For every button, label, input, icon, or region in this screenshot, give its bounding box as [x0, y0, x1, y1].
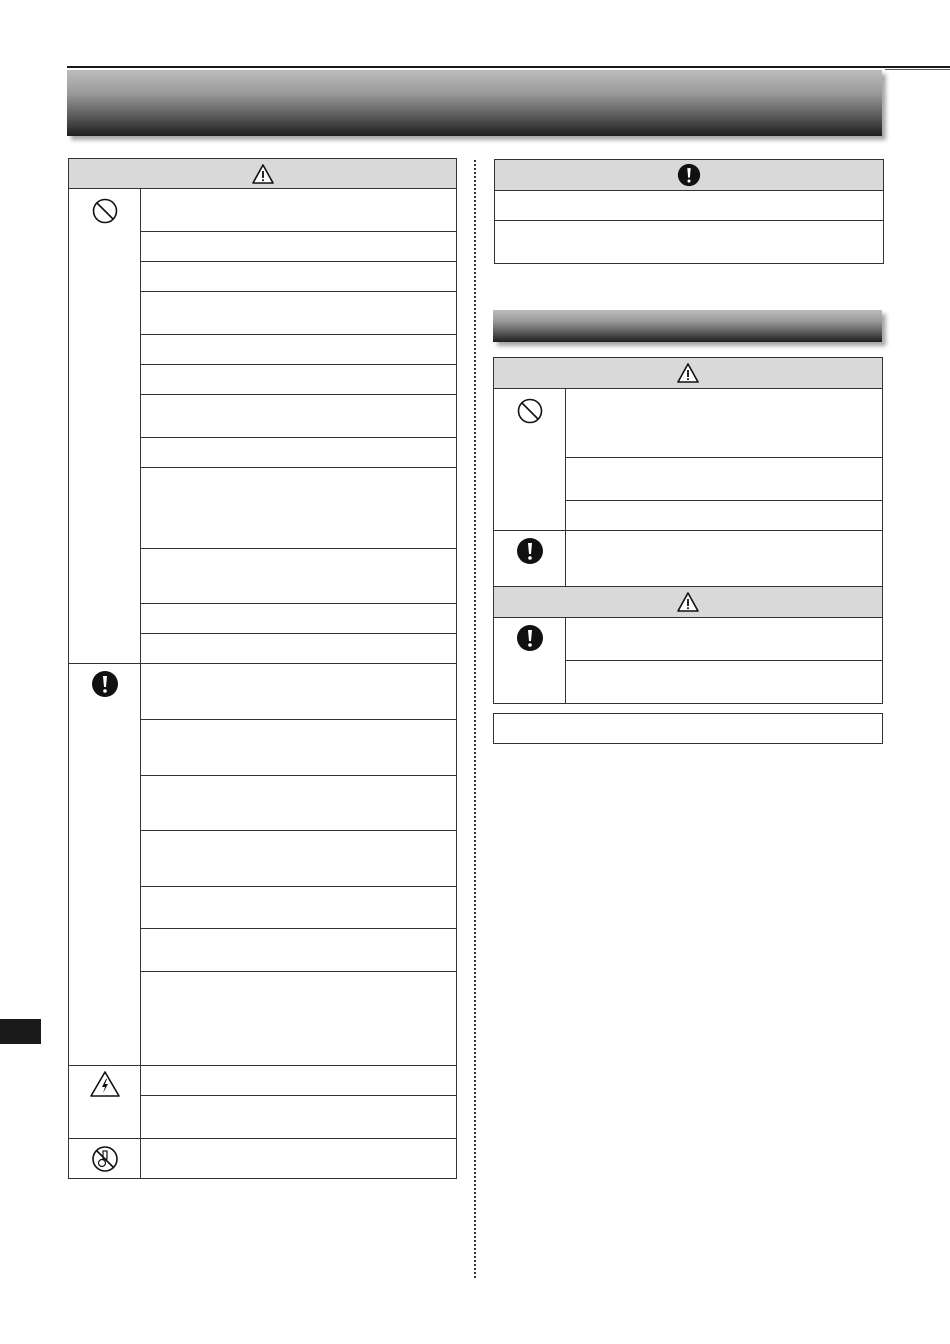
right-row-1: [565, 388, 883, 458]
left-row-13: [140, 663, 457, 720]
right-warning-header: [493, 357, 883, 389]
left-row-16: [140, 830, 457, 887]
left-row-2: [140, 231, 457, 262]
right-row-3: [565, 500, 883, 531]
right-footnote-box: [493, 713, 883, 744]
right-row-5: [565, 617, 883, 661]
mandatory-exclamation-icon: [516, 624, 544, 652]
mandatory-exclamation-icon: [516, 537, 544, 565]
do-not-disassemble-icon: [91, 1145, 119, 1173]
left-row-17: [140, 886, 457, 929]
mandatory-exclamation-icon: [91, 670, 119, 698]
left-row-5: [140, 334, 457, 365]
left-row-19: [140, 971, 457, 1066]
warning-triangle-icon: [676, 362, 700, 384]
left-row-20: [140, 1065, 457, 1096]
column-divider: [474, 160, 476, 1278]
page-side-tab: [0, 1019, 41, 1044]
left-row-21: [140, 1095, 457, 1139]
prohibition-icon: [516, 397, 544, 425]
mandatory-exclamation-icon: [677, 163, 701, 187]
top-rule-extension: [885, 69, 950, 70]
top-rule: [67, 66, 950, 68]
left-row-12: [140, 633, 457, 664]
left-row-3: [140, 261, 457, 292]
left-warning-header: [68, 158, 457, 189]
left-row-8: [140, 437, 457, 468]
left-icon-cell-mandatory: [68, 663, 141, 1066]
left-row-14: [140, 719, 457, 776]
left-row-18: [140, 928, 457, 972]
warning-triangle-icon: [251, 163, 275, 185]
right-row-6: [565, 660, 883, 704]
left-row-10: [140, 548, 457, 604]
left-row-22: [140, 1138, 457, 1179]
left-row-7: [140, 394, 457, 438]
subsection-title-banner: [493, 310, 882, 342]
warning-triangle-icon: [676, 591, 700, 613]
right-top-row-2: [494, 220, 884, 264]
right-row-4: [565, 530, 883, 587]
left-row-9: [140, 467, 457, 549]
left-row-1: [140, 188, 457, 232]
left-row-6: [140, 364, 457, 395]
prohibition-icon: [91, 197, 119, 225]
right-mandatory-header: [494, 159, 884, 191]
left-icon-cell-prohibition: [68, 188, 141, 664]
left-row-4: [140, 291, 457, 335]
right-row-2: [565, 457, 883, 501]
right-caution-header: [493, 586, 883, 618]
electric-shock-icon: [89, 1070, 121, 1098]
section-title-banner: [67, 70, 882, 136]
right-top-row-1: [494, 190, 884, 221]
left-row-15: [140, 775, 457, 831]
left-row-11: [140, 603, 457, 634]
